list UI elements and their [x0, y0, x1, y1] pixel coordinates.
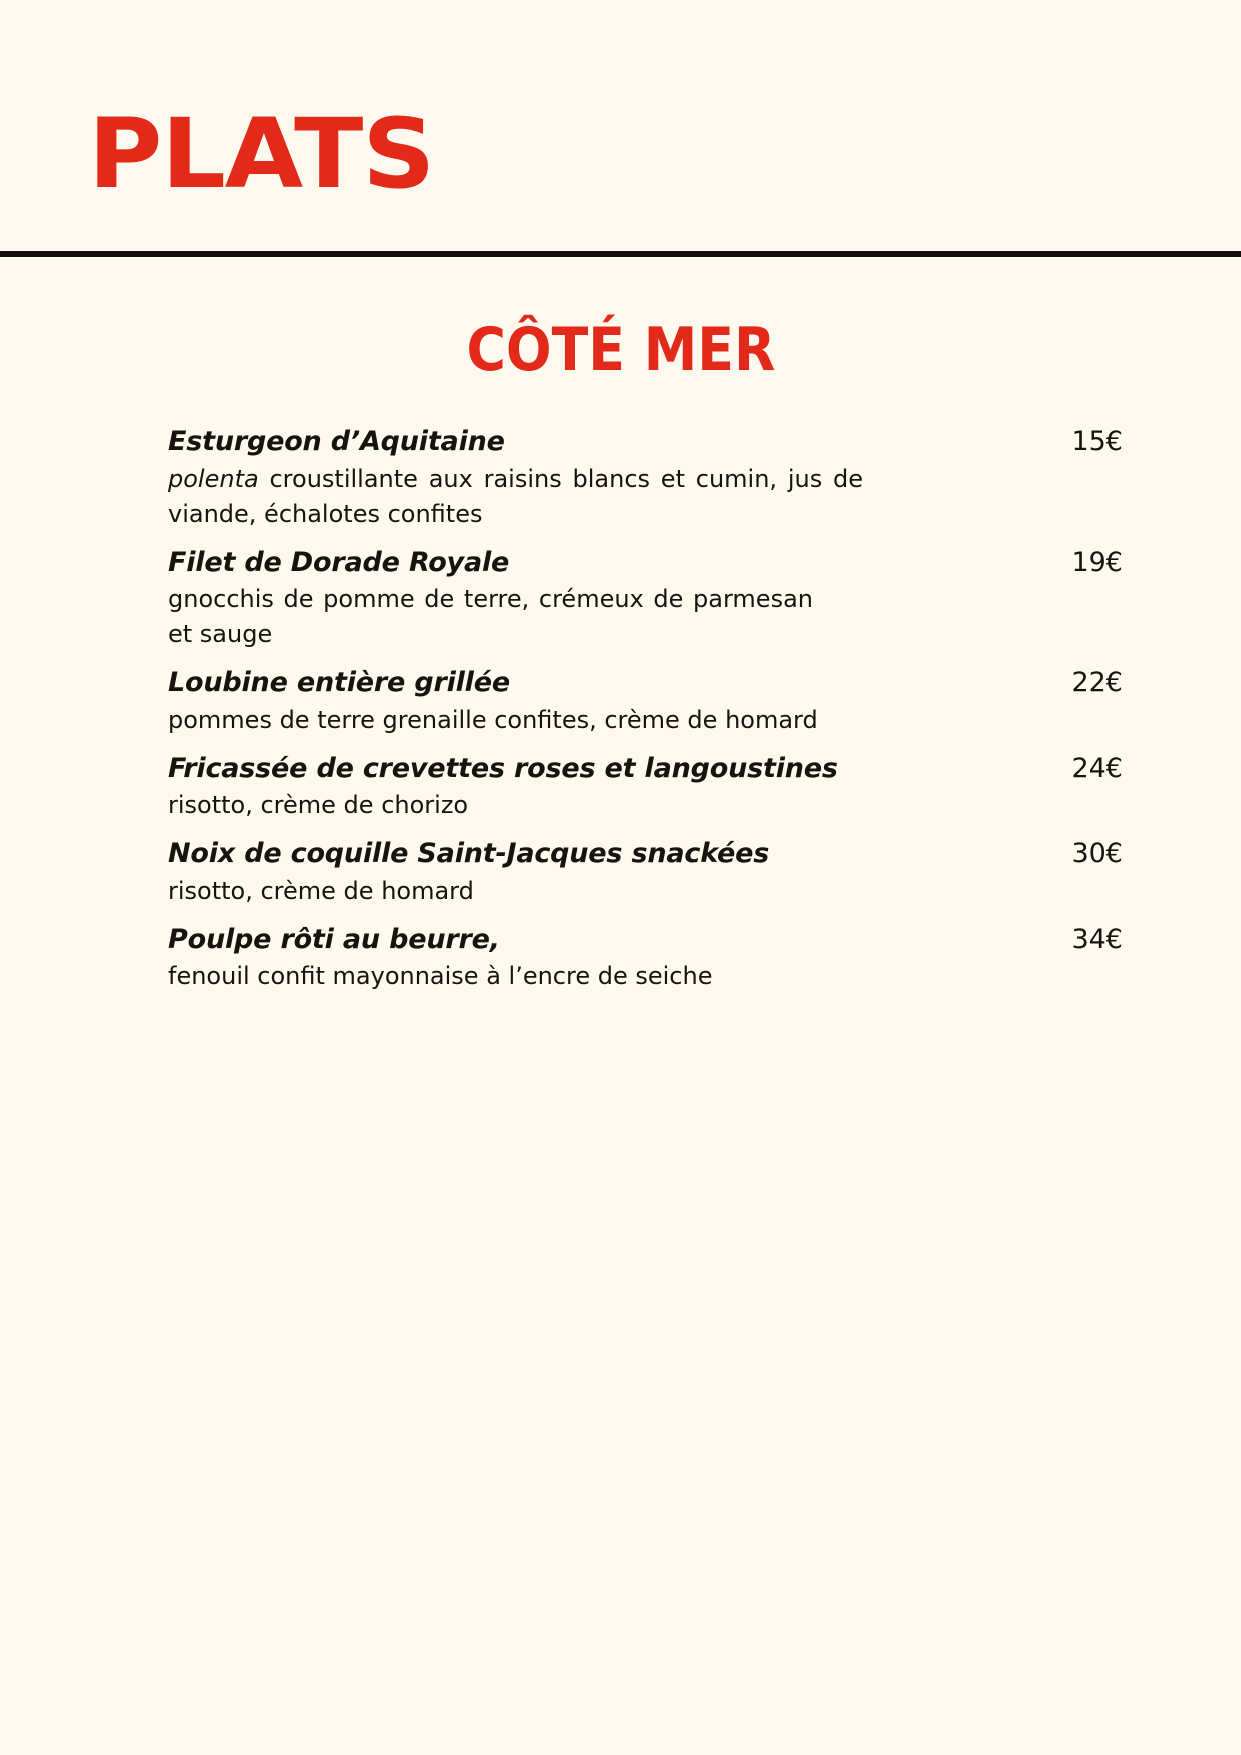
menu-item-description: fenouil confit mayonnaise à l’encre de seiche: [168, 962, 713, 991]
menu-item-head: [168, 546, 1123, 580]
menu-item-description: [168, 462, 863, 532]
menu-item-name: Fricassée de crevettes roses et langoustines: [168, 752, 838, 784]
menu-list: [0, 425, 1241, 994]
menu-item-head: [168, 752, 1123, 786]
menu-item-head: [168, 837, 1123, 871]
menu-item-name: Poulpe rôti au beurre,: [168, 923, 500, 955]
menu-item-description: risotto, crème de chorizo: [168, 791, 469, 820]
menu-item-head: [168, 425, 1123, 459]
menu-item-price: 24€: [1071, 752, 1123, 784]
menu-item: [168, 546, 1123, 652]
menu-item: [168, 425, 1123, 531]
masthead: [0, 0, 1241, 211]
menu-item: [168, 752, 1123, 824]
menu-item-price: 15€: [1071, 426, 1123, 458]
menu-item-price: 22€: [1071, 667, 1123, 699]
menu-item: [168, 837, 1123, 909]
menu-item-name: Loubine entière grillée: [168, 667, 510, 699]
section-heading-label: CÔTÉ MER: [466, 315, 775, 386]
menu-item-price: 30€: [1071, 838, 1123, 870]
menu-item-name: Noix de coquille Saint-Jacques snackées: [168, 838, 770, 870]
menu-item-head: [168, 923, 1123, 957]
menu-item-price: 19€: [1071, 546, 1123, 578]
menu-item-description-rest: croustillante aux raisins blancs et cumin, jus de viande, échalotes confites: [168, 465, 863, 528]
menu-item-name: Esturgeon d’Aquitaine: [168, 426, 505, 458]
menu-item: [168, 666, 1123, 738]
menu-item-description: pommes de terre grenaille confites, crème de homard: [168, 705, 818, 734]
menu-item-description-emphasis: polenta: [168, 465, 259, 494]
menu-item-description: risotto, crème de homard: [168, 876, 474, 905]
section-heading: [0, 315, 1241, 386]
menu-item-name: Filet de Dorade Royale: [168, 546, 510, 578]
page-title: PLATS: [88, 98, 435, 211]
menu-item: [168, 923, 1123, 995]
menu-item-price: 34€: [1071, 923, 1123, 955]
header-divider: [0, 251, 1241, 257]
menu-item-description: gnocchis de pomme de terre, crémeux de parmesan et sauge: [168, 585, 813, 649]
menu-item-head: [168, 666, 1123, 700]
